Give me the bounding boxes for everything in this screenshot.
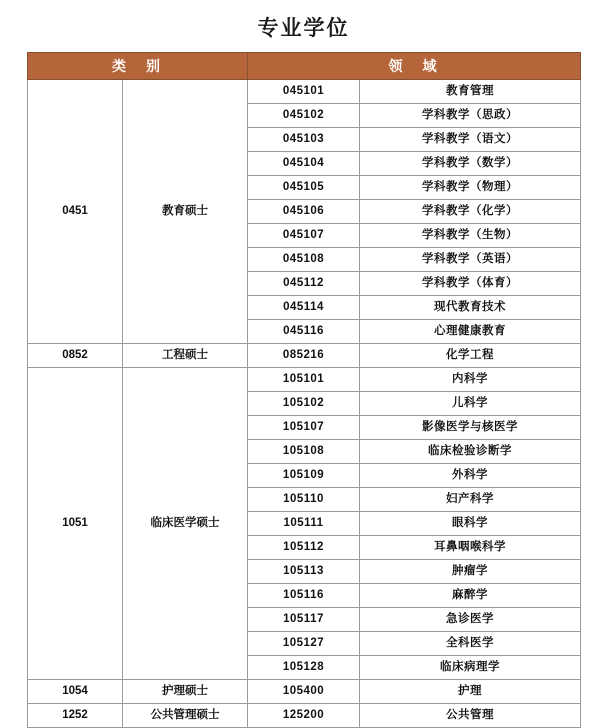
cell-field-number: 045108 (248, 248, 360, 272)
cell-field-number: 105101 (248, 368, 360, 392)
cell-code: 1054 (28, 680, 123, 704)
cell-field-name: 急诊医学 (360, 608, 581, 632)
cell-field-number: 105110 (248, 488, 360, 512)
cell-field-name: 心理健康教育 (360, 320, 581, 344)
cell-field-name: 麻醉学 (360, 584, 581, 608)
cell-field-number: 045116 (248, 320, 360, 344)
cell-field-number: 105107 (248, 416, 360, 440)
cell-field-number: 105113 (248, 560, 360, 584)
cell-field-name: 全科医学 (360, 632, 581, 656)
cell-field-name: 学科教学（数学） (360, 152, 581, 176)
cell-field-number: 105117 (248, 608, 360, 632)
table-header-row (28, 53, 581, 80)
cell-field-number: 045104 (248, 152, 360, 176)
cell-field-name: 眼科学 (360, 512, 581, 536)
cell-field-number: 105127 (248, 632, 360, 656)
cell-code: 0451 (28, 80, 123, 344)
table-body (28, 80, 581, 728)
cell-category: 护理硕士 (123, 680, 248, 704)
cell-field-number: 125200 (248, 704, 360, 728)
table-row (28, 80, 581, 104)
cell-field-number: 045107 (248, 224, 360, 248)
cell-field-number: 105128 (248, 656, 360, 680)
cell-field-name: 临床病理学 (360, 656, 581, 680)
table-header (28, 53, 581, 80)
cell-field-number: 045103 (248, 128, 360, 152)
cell-field-number: 045101 (248, 80, 360, 104)
cell-field-number: 045114 (248, 296, 360, 320)
cell-field-number: 045105 (248, 176, 360, 200)
cell-field-name: 学科教学（思政） (360, 104, 581, 128)
cell-category: 临床医学硕士 (123, 368, 248, 680)
table-container (0, 52, 607, 728)
cell-field-number: 045102 (248, 104, 360, 128)
page-title: 专业学位 (257, 16, 350, 40)
cell-field-name: 临床检验诊断学 (360, 440, 581, 464)
cell-field-name: 内科学 (360, 368, 581, 392)
cell-field-name: 肿瘤学 (360, 560, 581, 584)
cell-field-number: 085216 (248, 344, 360, 368)
cell-field-number: 105400 (248, 680, 360, 704)
cell-field-name: 儿科学 (360, 392, 581, 416)
cell-field-number: 045106 (248, 200, 360, 224)
cell-category: 工程硕士 (123, 344, 248, 368)
cell-field-name: 学科教学（体育） (360, 272, 581, 296)
cell-field-name: 护理 (360, 680, 581, 704)
table-row (28, 368, 581, 392)
cell-field-name: 教育管理 (360, 80, 581, 104)
cell-field-number: 105116 (248, 584, 360, 608)
table-row (28, 704, 581, 728)
cell-code: 0852 (28, 344, 123, 368)
cell-field-name: 学科教学（化学） (360, 200, 581, 224)
column-header-category: 类 别 (28, 53, 248, 80)
cell-field-number: 105102 (248, 392, 360, 416)
column-header-field: 领 域 (248, 53, 581, 80)
degree-table (27, 52, 581, 728)
cell-field-name: 化学工程 (360, 344, 581, 368)
cell-field-name: 影像医学与核医学 (360, 416, 581, 440)
cell-field-number: 105111 (248, 512, 360, 536)
cell-field-name: 学科教学（物理） (360, 176, 581, 200)
cell-field-name: 外科学 (360, 464, 581, 488)
cell-field-name: 公共管理 (360, 704, 581, 728)
cell-field-number: 045112 (248, 272, 360, 296)
cell-code: 1051 (28, 368, 123, 680)
cell-category: 教育硕士 (123, 80, 248, 344)
cell-code: 1252 (28, 704, 123, 728)
cell-field-number: 105108 (248, 440, 360, 464)
cell-field-name: 妇产科学 (360, 488, 581, 512)
table-row (28, 680, 581, 704)
table-row (28, 344, 581, 368)
cell-category: 公共管理硕士 (123, 704, 248, 728)
cell-field-name: 学科教学（生物） (360, 224, 581, 248)
cell-field-name: 耳鼻咽喉科学 (360, 536, 581, 560)
cell-field-name: 学科教学（语文） (360, 128, 581, 152)
cell-field-number: 105112 (248, 536, 360, 560)
cell-field-name: 现代教育技术 (360, 296, 581, 320)
cell-field-number: 105109 (248, 464, 360, 488)
cell-field-name: 学科教学（英语） (360, 248, 581, 272)
